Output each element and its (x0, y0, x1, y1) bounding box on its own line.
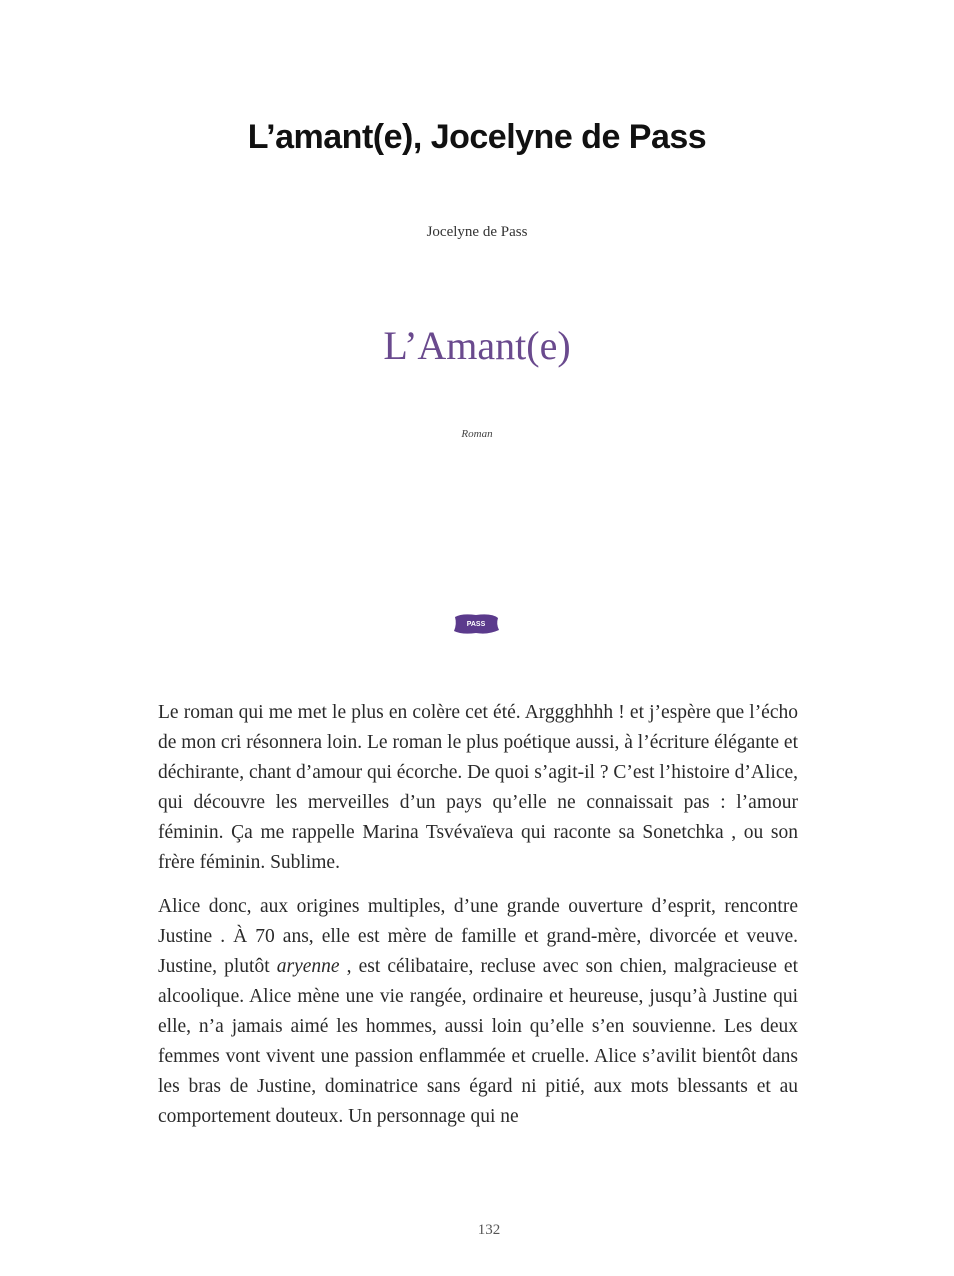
paragraph-2 (158, 892, 798, 1132)
publisher-logo-text: PASS (466, 621, 486, 628)
paragraph-2-italic: aryenne (276, 956, 340, 977)
paragraph-1: Le roman qui me met le plus en colère cet été. Arggghhhh ! et j’espère que l’écho de mon cri résonnera loin. Le roman le plus poétique aussi, à l’écriture élégante et déchirante, chant d’amour qui écorche. De quoi s’agit-il ? C’est l’histoire d’Alice, qui découvre les merveilles d’un pays qu’elle ne connaissait pas : l’amour féminin. Ça me rappelle Marina Tsvévaïeva qui raconte sa Sonetchka , ou son frère féminin. Sublime. (158, 702, 799, 873)
article-title: L’amant(e), Jocelyne de Pass (247, 118, 707, 156)
paragraph-2-end: , est célibataire, recluse avec son chien, malgracieuse et alcoolique. Alice mène une vie rangée, ordinaire et heureuse, jusqu’à Justine qui elle, n’a jamais aimé les hommes, aussi loin qu’elle s’en souvienne. Les deux femmes vont vivent une passion enflammée et cruelle. Alice s’avilit bientôt dans les bras de Justine, dominatrice sans égard ni pitié, aux mots blessants et au comportement douteux. Un personnage qui ne (158, 956, 799, 1127)
publisher-logo-icon (452, 612, 500, 636)
cover-title: L’Amant(e) (383, 323, 571, 368)
book-cover (300, 200, 654, 660)
cover-author: Jocelyne de Pass (426, 224, 528, 240)
cover-genre: Roman (461, 428, 493, 440)
article-body (158, 698, 798, 1146)
page-number: 132 (477, 1222, 501, 1238)
paragraph-2-start: Alice donc, aux origines multiples, d’une grande ouverture d’esprit, rencontre Justine . À 70 ans, elle est mère de famille et grand-mère, divorcée et veuve. Justine, plutôt (158, 896, 798, 977)
